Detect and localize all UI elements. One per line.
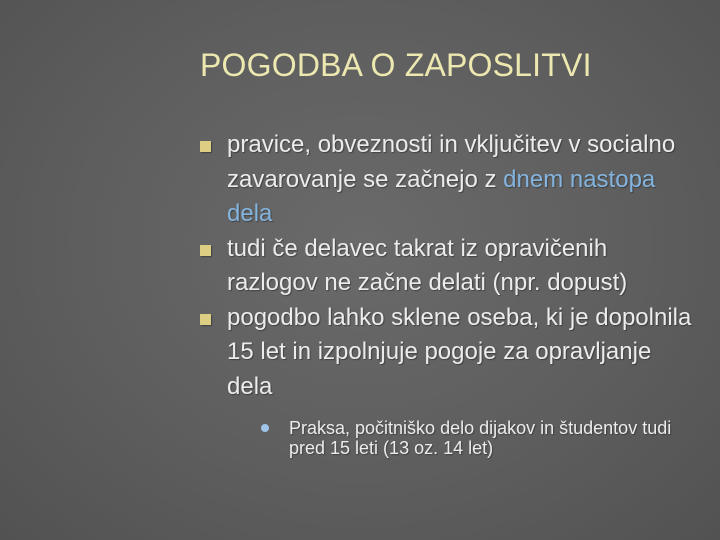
bullet-list [197, 128, 697, 458]
square-bullet-icon [200, 141, 211, 152]
bullet-item-3 [197, 301, 697, 459]
bullet-item-2 [197, 232, 697, 301]
highlighted-text: dnem nastopa dela [227, 165, 656, 227]
round-bullet-icon [261, 424, 269, 432]
square-bullet-icon [200, 314, 211, 325]
bullet-item-1 [197, 128, 697, 232]
slide-title: POGODBA O ZAPOSLITVI [200, 47, 592, 83]
bullet-text: pravice, obveznosti in vključitev v socialno zavarovanje se začnejo z [227, 131, 676, 193]
bullet-text: tudi če delavec takrat iz opravičenih razlogov ne začne delati (npr. dopust) [227, 234, 628, 296]
square-bullet-icon [200, 245, 211, 256]
sub-bullet-item [257, 418, 697, 458]
sub-bullet-text: Praksa, počitniško delo dijakov in študentov tudi pred 15 leti (13 oz. 14 let) [289, 418, 672, 458]
bullet-text: pogodbo lahko sklene oseba, ki je dopolnila 15 let in izpolnjuje pogoje za opravljanje dela [227, 303, 692, 400]
